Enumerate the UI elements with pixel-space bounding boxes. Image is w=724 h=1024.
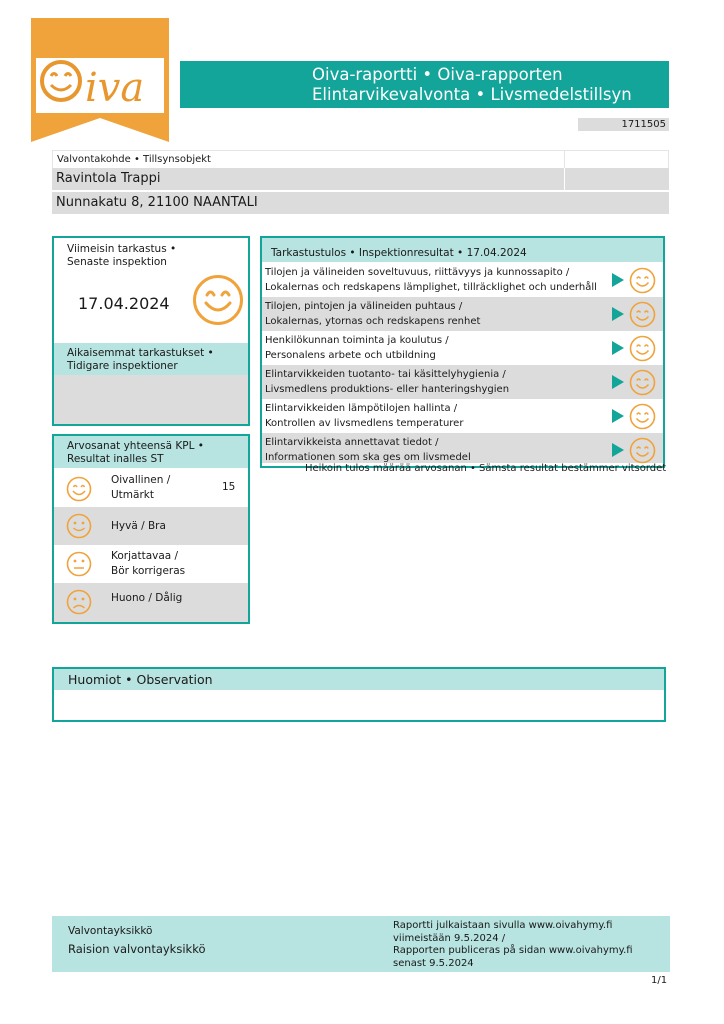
target-label: Valvontakohde • Tillsynsobjekt xyxy=(52,150,564,168)
result-row-sv: Lokalernas, ytornas och redskapens renhet xyxy=(265,316,481,327)
grade-label: Oivallinen / xyxy=(111,474,171,486)
result-row-fi: Tilojen ja välineiden soveltuvuus, riittävyys ja kunnossapito / xyxy=(265,267,570,278)
target-name: Ravintola Trappi xyxy=(52,168,564,190)
earlier-inspections-list xyxy=(54,375,248,424)
result-row-sv: Personalens arbete och utbildning xyxy=(265,350,436,361)
grade-label: Huono / Dålig xyxy=(111,592,183,604)
oivallinen-smiley-icon xyxy=(629,403,656,430)
observation-panel xyxy=(52,667,666,722)
result-row-text xyxy=(265,435,471,465)
grade-label: Hyvä / Bra xyxy=(111,520,166,532)
publish-fi-line: viimeistään 9.5.2024 / xyxy=(393,932,506,944)
svg-text:iva: iva xyxy=(85,65,145,111)
header-band xyxy=(180,61,669,108)
target-side-cell xyxy=(564,150,669,168)
result-row-sv: Lokalernas och redskapens lämplighet, tillräcklighet och underhåll xyxy=(265,282,597,293)
result-row-sv: Kontrollen av livsmedlens temperaturer xyxy=(265,418,464,429)
inspection-result-row[interactable] xyxy=(262,399,663,433)
expand-arrow-icon[interactable] xyxy=(611,409,625,423)
inspection-result-panel xyxy=(260,236,665,468)
result-row-fi: Tilojen, pintojen ja välineiden puhtaus / xyxy=(265,301,463,312)
grade-label: Utmärkt xyxy=(111,489,154,501)
publish-sv-line: Rapporten publiceras på sidan www.oivahymy.fi xyxy=(393,945,633,956)
page-number: 1/1 xyxy=(651,975,668,986)
oivallinen-smiley-icon xyxy=(629,267,656,294)
grade-row-huono xyxy=(54,583,248,622)
inspection-result-row[interactable] xyxy=(262,331,663,365)
inspection-result-row[interactable] xyxy=(262,433,663,463)
smiley-neutral-icon xyxy=(66,551,92,577)
smiley-good-icon xyxy=(66,513,92,539)
oiva-logo xyxy=(31,18,169,142)
smiley-happy-icon xyxy=(66,476,92,502)
result-row-sv: Livsmedlens produktions- eller hanteringshygien xyxy=(265,384,510,395)
expand-arrow-icon[interactable] xyxy=(611,375,625,389)
report-title: Oiva-raportti • Oiva-rapporten xyxy=(312,65,563,84)
oivallinen-smiley-icon xyxy=(629,437,656,464)
grade-row-korjattavaa xyxy=(54,545,248,583)
result-row-text xyxy=(265,367,509,397)
report-id: 1711505 xyxy=(578,118,669,131)
result-row-text xyxy=(265,333,449,363)
observation-title: Huomiot • Observation xyxy=(54,669,664,690)
result-row-text xyxy=(265,401,463,431)
grade-row-oivallinen xyxy=(54,469,248,507)
result-row-fi: Elintarvikkeista annettavat tiedot / xyxy=(265,437,439,448)
latest-inspection-date: 17.04.2024 xyxy=(78,294,170,313)
result-footnote: Heikoin tulos määrää arvosanan • Sämsta resultat bestämmer vitsordet xyxy=(305,463,667,474)
result-row-text xyxy=(265,265,597,295)
grade-label: Korjattavaa / xyxy=(111,550,179,562)
target-address: Nunnakatu 8, 21100 NAANTALI xyxy=(52,192,669,214)
smiley-sad-icon xyxy=(66,589,92,615)
result-row-fi: Elintarvikkeiden lämpötilojen hallinta / xyxy=(265,403,458,414)
earlier-inspections-title: Aikaisemmat tarkastukset • Tidigare inspektioner xyxy=(54,343,248,375)
grade-label: Bör korrigeras xyxy=(111,565,186,577)
grade-count: 15 xyxy=(222,481,236,493)
expand-arrow-icon[interactable] xyxy=(611,273,625,287)
inspection-result-row[interactable] xyxy=(262,365,663,399)
grades-panel xyxy=(52,434,250,624)
result-row-sv: Informationen som ska ges om livsmedel xyxy=(265,452,471,463)
oivallinen-smiley-icon xyxy=(629,369,656,396)
latest-inspection-panel xyxy=(52,236,250,426)
oivallinen-smiley-icon xyxy=(629,301,656,328)
inspection-result-title: Tarkastustulos • Inspektionresultat • 17.04.2024 xyxy=(262,238,663,262)
expand-arrow-icon[interactable] xyxy=(611,341,625,355)
expand-arrow-icon[interactable] xyxy=(611,307,625,321)
footer-unit-label: Valvontayksikkö xyxy=(68,925,153,937)
oivallinen-smiley-icon xyxy=(192,274,244,326)
oivallinen-smiley-icon xyxy=(629,335,656,362)
inspection-result-row[interactable] xyxy=(262,263,663,297)
grades-title: Arvosanat yhteensä KPL • Resultat inalles ST xyxy=(54,436,248,468)
report-subtitle: Elintarvikevalvonta • Livsmedelstillsyn xyxy=(312,85,632,104)
footer-unit-panel xyxy=(52,916,389,972)
target-side-cell xyxy=(565,168,669,190)
grade-row-hyva xyxy=(54,507,248,545)
footer-publish-panel xyxy=(389,916,670,972)
result-row-text xyxy=(265,299,480,329)
expand-arrow-icon[interactable] xyxy=(611,443,625,457)
inspection-result-row[interactable] xyxy=(262,297,663,331)
publish-sv-line: senast 9.5.2024 xyxy=(393,957,474,969)
latest-inspection-title: Viimeisin tarkastus • Senaste inspektion xyxy=(67,243,177,268)
publish-fi-line: Raportti julkaistaan sivulla www.oivahymy.fi xyxy=(393,920,613,931)
footer-unit-name: Raision valvontayksikkö xyxy=(68,942,206,956)
result-row-fi: Elintarvikkeiden tuotanto- tai käsittelyhygienia / xyxy=(265,369,506,380)
result-row-fi: Henkilökunnan toiminta ja koulutus / xyxy=(265,335,449,346)
